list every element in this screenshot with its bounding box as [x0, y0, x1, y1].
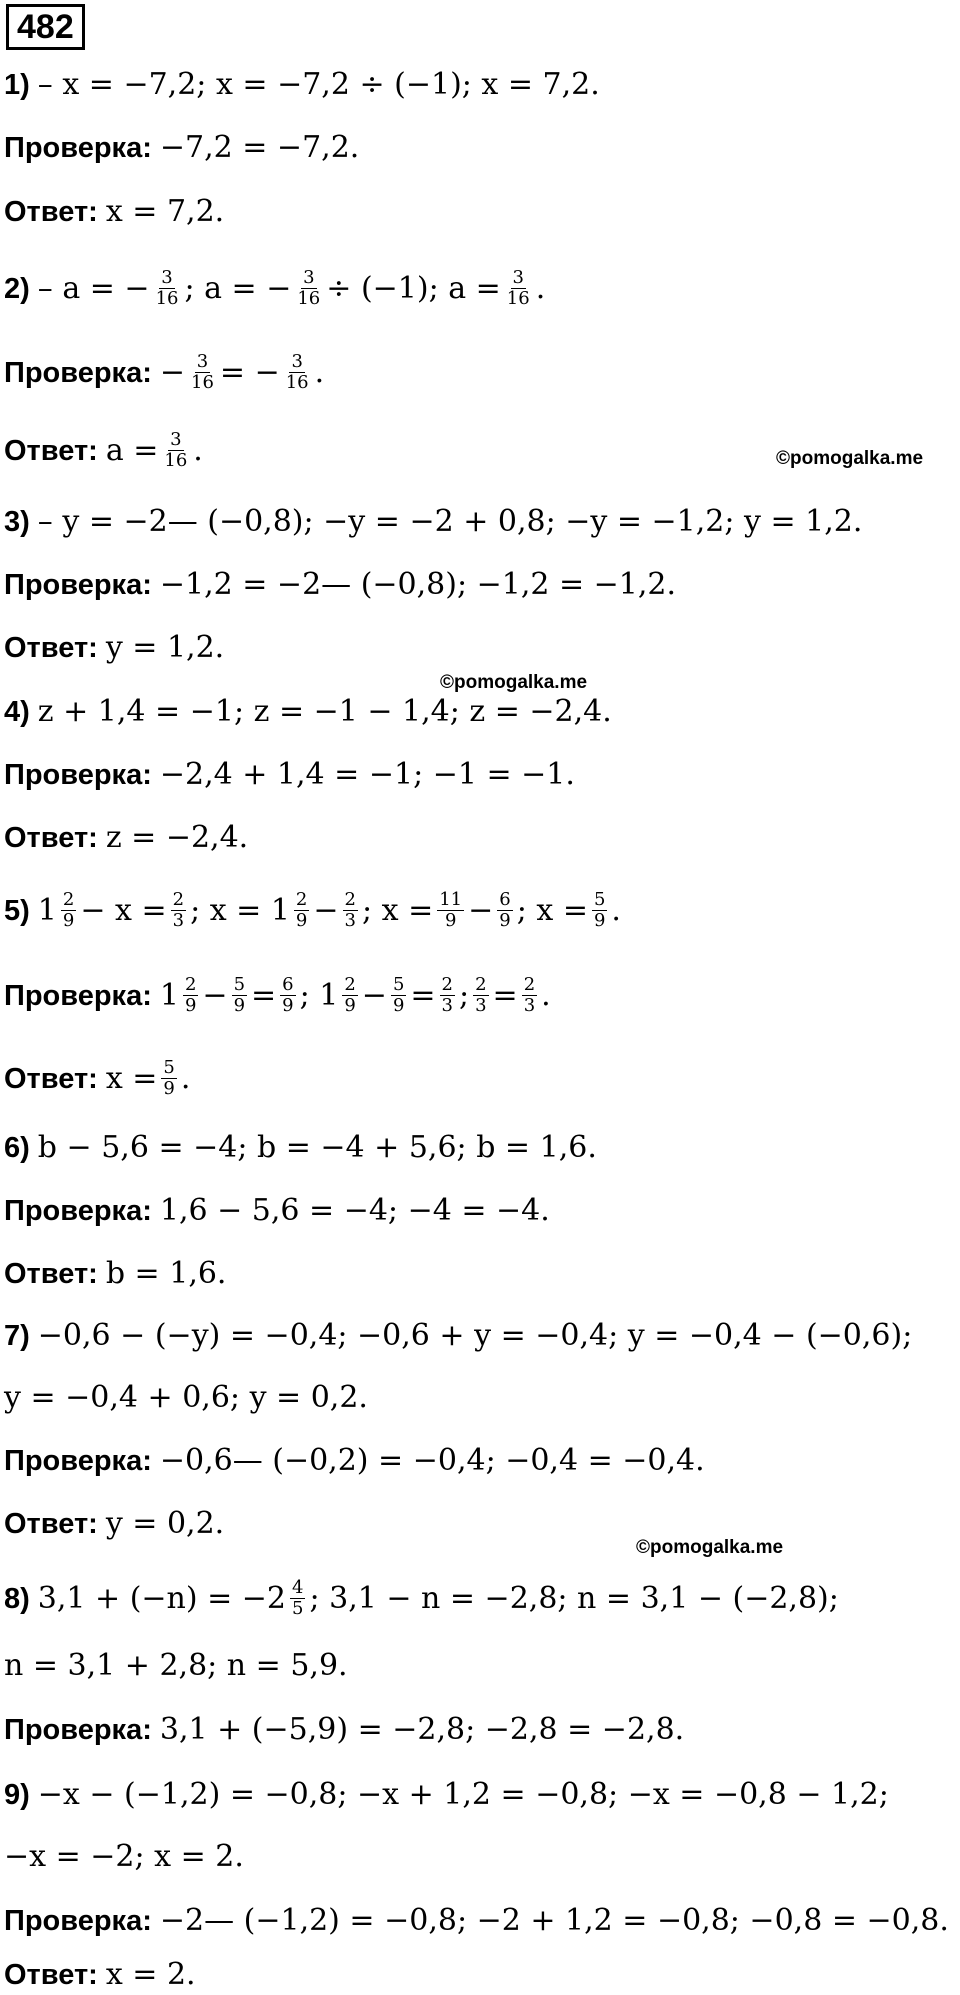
math-expression: = — [251, 977, 277, 1013]
line-label: 9) — [4, 1779, 30, 1811]
math-expression: 1 — [37, 892, 57, 928]
math-expression: . — [611, 892, 621, 928]
math-expression: b = 1,6. — [105, 1256, 227, 1291]
math-expression: − — [159, 354, 186, 390]
math-expression: = — [492, 977, 518, 1013]
line-label: Ответ: — [4, 196, 98, 228]
math-expression: y = 1,2. — [105, 630, 225, 665]
fraction: $\frac{3}{16}$ — [155, 267, 179, 309]
math-expression: . — [541, 977, 551, 1013]
line-label: Проверка: — [4, 569, 152, 601]
math-expression: 3,1 + (−5,9) = −2,8; −2,8 = −2,8. — [159, 1712, 685, 1747]
math-expression: −2,4 + 1,4 = −1; −1 = −1. — [159, 757, 575, 792]
math-expression: ; x = 1 — [190, 892, 290, 928]
solution-line — [4, 890, 621, 931]
math-expression: −0,6 − (−y) = −0,4; −0,6 + y = −0,4; y = −0,4 − (−0,6); — [37, 1318, 913, 1353]
math-expression: b − 5,6 = −4; b = −4 + 5,6; b = 1,6. — [37, 1130, 597, 1165]
math-expression: 1 — [159, 977, 179, 1013]
fraction: $\frac{3}{16}$ — [506, 267, 530, 309]
answer-line — [4, 1058, 190, 1099]
line-label: 5) — [4, 894, 30, 927]
math-expression: −0,6— (−0,2) = −0,4; −0,4 = −0,4. — [159, 1443, 705, 1478]
fraction: $\frac{2}{9}$ — [344, 974, 356, 1016]
solution-line-continued — [4, 1837, 244, 1877]
solution-line — [4, 1775, 889, 1815]
fraction: $\frac{2}{9}$ — [184, 974, 197, 1016]
fraction: $\frac{3}{16}$ — [285, 351, 309, 393]
fraction: $\frac{2}{3}$ — [523, 974, 536, 1016]
check-line — [4, 1441, 705, 1481]
math-expression: – a = − — [37, 270, 150, 306]
fraction: $\frac{2}{3}$ — [475, 974, 487, 1016]
math-expression: z = −2,4. — [105, 820, 249, 855]
line-label: Проверка: — [4, 356, 152, 389]
line-label: Проверка: — [4, 132, 152, 164]
solution-line-continued — [4, 1646, 348, 1686]
math-expression: − — [361, 977, 387, 1013]
watermark: ©pomogalka.me — [776, 448, 924, 469]
fraction: $\frac{5}{9}$ — [233, 974, 246, 1016]
line-label: Ответ: — [4, 1959, 98, 1991]
answer-line — [4, 818, 248, 858]
line-label: Проверка: — [4, 759, 152, 791]
math-expression: y = −0,4 + 0,6; y = 0,2. — [4, 1380, 368, 1415]
math-expression: ; x = — [361, 892, 434, 928]
fraction: $\frac{2}{3}$ — [344, 889, 356, 931]
math-expression: −x − (−1,2) = −0,8; −x + 1,2 = −0,8; −x = −0,8 − 1,2; — [37, 1777, 889, 1812]
math-expression: = — [410, 977, 436, 1013]
check-line — [4, 1710, 684, 1750]
math-expression: − — [468, 892, 494, 928]
line-label: Проверка: — [4, 979, 152, 1012]
math-expression: − — [202, 977, 228, 1013]
fraction: $\frac{2}{3}$ — [172, 889, 185, 931]
task-number: 482 — [6, 4, 85, 50]
math-expression: − x = — [80, 892, 167, 928]
line-label: Ответ: — [4, 1258, 98, 1290]
line-label: 1) — [4, 69, 30, 101]
line-label: 8) — [4, 1582, 30, 1615]
math-expression: −2— (−1,2) = −0,8; −2 + 1,2 = −0,8; −0,8 = −0,8. — [159, 1903, 949, 1938]
watermark: ©pomogalka.me — [636, 1537, 784, 1558]
check-line — [4, 975, 551, 1016]
fraction: $\frac{5}{9}$ — [593, 889, 606, 931]
line-label: 7) — [4, 1320, 30, 1352]
math-expression: z + 1,4 = −1; z = −1 − 1,4; z = −2,4. — [37, 694, 612, 729]
math-expression: 3,1 + (−n) = −2 — [37, 1580, 287, 1616]
math-expression: y = 0,2. — [105, 1506, 225, 1541]
math-expression: a = — [105, 432, 159, 468]
math-expression: −x = −2; x = 2. — [4, 1839, 244, 1874]
line-label: 3) — [4, 506, 30, 538]
math-expression: x = 7,2. — [105, 194, 225, 229]
math-expression: x = 2. — [105, 1957, 196, 1992]
watermark: ©pomogalka.me — [440, 672, 588, 693]
answer-line — [4, 628, 224, 668]
solution-line-continued — [4, 1378, 368, 1418]
solution-line — [4, 692, 612, 732]
line-label: Проверка: — [4, 1195, 152, 1227]
line-label: Проверка: — [4, 1905, 152, 1937]
check-line — [4, 1901, 949, 1941]
fraction: $\frac{2}{9}$ — [295, 889, 308, 931]
answer-line — [4, 1955, 196, 1995]
solution-line — [4, 502, 862, 542]
math-expression: ÷ (−1); a = — [326, 270, 501, 306]
line-label: 4) — [4, 696, 30, 728]
fraction: $\frac{5}{9}$ — [163, 1057, 175, 1099]
line-label: Проверка: — [4, 1714, 152, 1746]
line-label: Ответ: — [4, 822, 98, 854]
solution-line — [4, 1128, 597, 1168]
answer-line — [4, 1504, 224, 1544]
fraction: $\frac{6}{9}$ — [282, 974, 294, 1016]
math-expression: ; — [458, 977, 470, 1013]
math-expression: n = 3,1 + 2,8; n = 5,9. — [4, 1648, 348, 1683]
math-expression: −1,2 = −2— (−0,8); −1,2 = −1,2. — [159, 567, 677, 602]
fraction: $\frac{3}{16}$ — [191, 351, 214, 393]
solution-line — [4, 268, 545, 309]
line-label: Ответ: — [4, 434, 98, 467]
line-label: 6) — [4, 1132, 30, 1164]
check-line — [4, 352, 324, 393]
check-line — [4, 128, 359, 168]
math-expression: – x = −7,2; x = −7,2 ÷ (−1); x = 7,2. — [37, 67, 600, 102]
math-expression: – y = −2— (−0,8); −y = −2 + 0,8; −y = −1,2; y = 1,2. — [37, 504, 863, 539]
line-label: Ответ: — [4, 632, 98, 664]
math-expression: ; 1 — [299, 977, 339, 1013]
math-expression: . — [193, 432, 203, 468]
fraction: $\frac{2}{9}$ — [62, 889, 75, 931]
math-expression: . — [535, 270, 546, 306]
check-line — [4, 755, 575, 795]
solution-line — [4, 1578, 839, 1619]
math-expression: ; a = − — [184, 270, 292, 306]
line-label: Ответ: — [4, 1062, 98, 1095]
line-label: Проверка: — [4, 1445, 152, 1477]
fraction: $\frac{2}{3}$ — [441, 974, 453, 1016]
fraction: $\frac{4}{5}$ — [292, 1577, 304, 1619]
line-label: 2) — [4, 272, 30, 305]
math-expression: − — [313, 892, 339, 928]
math-expression: x = — [105, 1060, 158, 1096]
math-expression: ; x = — [516, 892, 588, 928]
solution-line — [4, 65, 600, 105]
fraction: $\frac{6}{9}$ — [499, 889, 511, 931]
line-label: Ответ: — [4, 1508, 98, 1540]
solution-line — [4, 1316, 912, 1356]
answer-line — [4, 430, 203, 471]
check-line — [4, 565, 676, 605]
check-line — [4, 1191, 550, 1231]
answer-line — [4, 192, 224, 232]
math-expression: . — [314, 354, 325, 390]
fraction: $\frac{3}{16}$ — [297, 267, 321, 309]
fraction: $\frac{11}{9}$ — [439, 889, 463, 931]
fraction: $\frac{3}{16}$ — [164, 429, 188, 471]
math-expression: = − — [219, 354, 280, 390]
math-expression: 1,6 − 5,6 = −4; −4 = −4. — [159, 1193, 550, 1228]
math-expression: ; 3,1 − n = −2,8; n = 3,1 − (−2,8); — [309, 1580, 839, 1616]
fraction: $\frac{5}{9}$ — [392, 974, 405, 1016]
answer-line — [4, 1254, 226, 1294]
math-expression: . — [180, 1060, 191, 1096]
math-expression: −7,2 = −7,2. — [159, 130, 360, 165]
